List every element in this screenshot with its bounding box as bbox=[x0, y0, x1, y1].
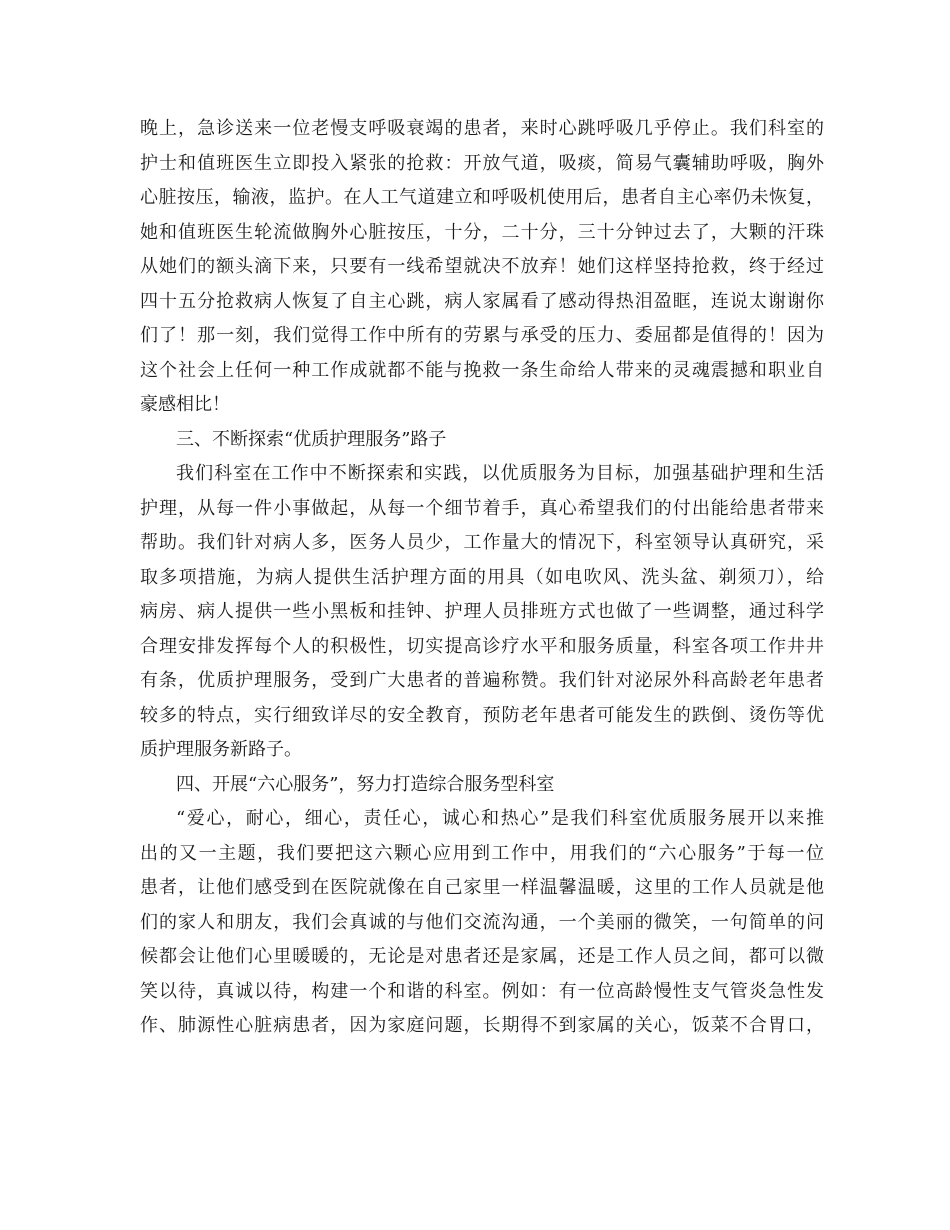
text-line: 们了！那一刻，我们觉得工作中所有的劳累与承受的压力、委屈都是值得的！因为 bbox=[140, 325, 824, 346]
section-heading: 四、开展“六心服务”，努力打造综合服务型科室 bbox=[176, 773, 555, 795]
text-line: 质护理服务新路子。 bbox=[140, 739, 302, 760]
text-line: 取多项措施，为病人提供生活护理方面的用具（如电吹风、洗头盆、剃须刀），给 bbox=[140, 566, 824, 588]
text-line: “爱心，耐心，细心，责任心，诚心和热心”是我们科室优质服务展开以来推 bbox=[176, 808, 824, 829]
text-line: 四十五分抢救病人恢复了自主心跳，病人家属看了感动得热泪盈眶，连说太谢谢你 bbox=[140, 290, 824, 312]
text-line: 笑以待，真诚以待，构建一个和谐的科室。例如：有一位高龄慢性支气管炎急性发 bbox=[140, 980, 824, 1002]
text-line: 候都会让他们心里暖暖的，无论是对患者还是家属，还是工作人员之间，都可以微 bbox=[140, 946, 824, 967]
text-line: 有条，优质护理服务，受到广大患者的普遍称赞。我们针对泌尿外科高龄老年患者 bbox=[140, 670, 824, 691]
text-line: 出的又一主题，我们要把这六颗心应用到工作中，用我们的“六心服务”于每一位 bbox=[140, 842, 824, 864]
text-line: 作、肺源性心脏病患者，因为家庭问题，长期得不到家属的关心，饭菜不合胃口， bbox=[140, 1015, 824, 1036]
text-line: 病房、病人提供一些小黑板和挂钟、护理人员排班方式也做了一些调整，通过科学 bbox=[140, 601, 824, 622]
text-line: 从她们的额头滴下来，只要有一线希望就决不放弃！她们这样坚持抢救，终于经过 bbox=[140, 256, 824, 277]
document-body bbox=[140, 112, 824, 1044]
text-line: 她和值班医生轮流做胸外心脏按压，十分，二十分，三十分钟过去了，大颗的汗珠 bbox=[140, 221, 824, 243]
text-line: 合理安排发挥每个人的积极性，切实提高诊疗水平和服务质量，科室各项工作井井 bbox=[140, 635, 824, 657]
text-line: 护理，从每一件小事做起，从每一个细节着手，真心希望我们的付出能给患者带来 bbox=[140, 497, 824, 519]
text-line: 我们科室在工作中不断探索和实践，以优质服务为目标，加强基础护理和生活 bbox=[176, 463, 824, 484]
text-line: 这个社会上任何一种工作成就都不能与挽救一条生命给人带来的灵魂震撼和职业自 bbox=[140, 359, 824, 381]
text-line: 晚上，急诊送来一位老慢支呼吸衰竭的患者，来时心跳呼吸几乎停止。我们科室的 bbox=[140, 118, 824, 139]
text-line: 帮助。我们针对病人多，医务人员少，工作量大的情况下，科室领导认真研究，采 bbox=[140, 532, 824, 553]
section-heading: 三、不断探索“优质护理服务”路子 bbox=[176, 428, 447, 450]
text-line: 护士和值班医生立即投入紧张的抢救：开放气道，吸痰，简易气囊辅助呼吸，胸外 bbox=[140, 152, 824, 174]
text-line: 们的家人和朋友，我们会真诚的与他们交流沟通，一个美丽的微笑，一句简单的问 bbox=[140, 911, 824, 933]
text-line: 较多的特点，实行细致详尽的安全教育，预防老年患者可能发生的跌倒、烫伤等优 bbox=[140, 704, 824, 726]
text-line: 豪感相比！ bbox=[140, 394, 230, 415]
text-line: 心脏按压，输液，监护。在人工气道建立和呼吸机使用后，患者自主心率仍未恢复， bbox=[140, 187, 824, 208]
text-line: 患者，让他们感受到在医院就像在自己家里一样温馨温暖，这里的工作人员就是他 bbox=[140, 877, 824, 898]
